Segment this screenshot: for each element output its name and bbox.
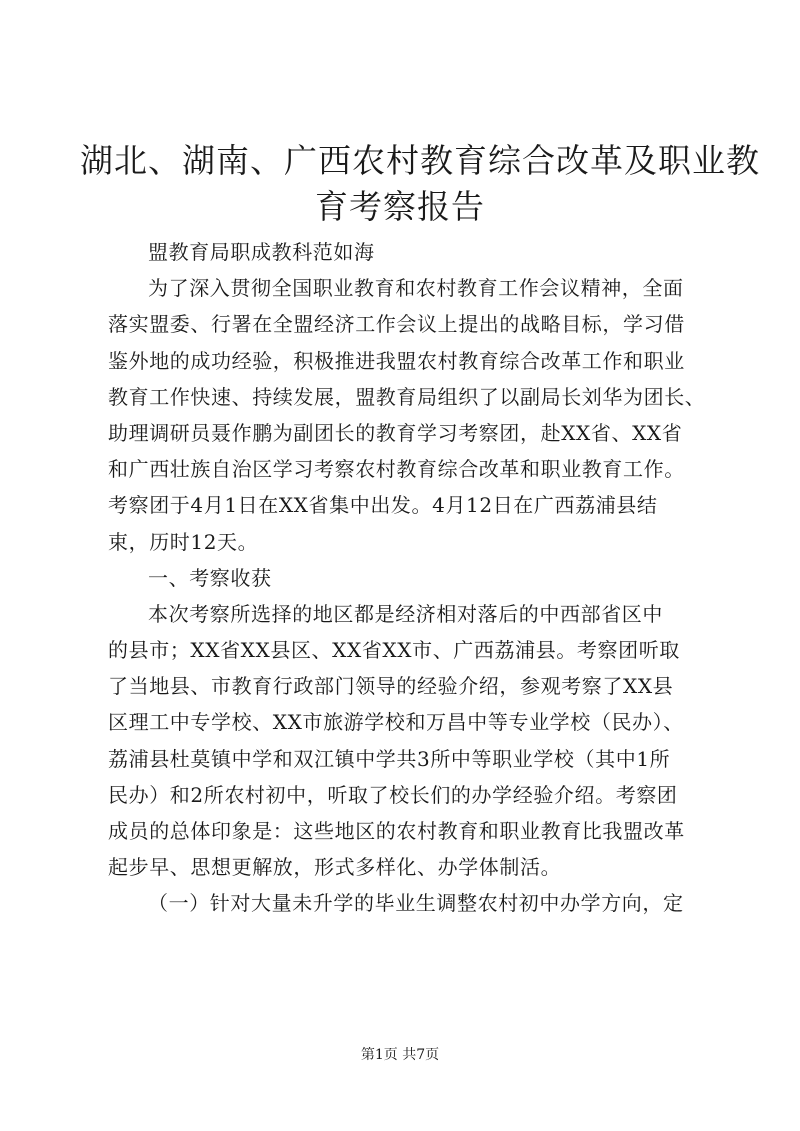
paragraph-line: 成员的总体印象是：这些地区的农村教育和职业教育比我盟改革 [108, 819, 685, 843]
paragraph-line: 考察团于4月1日在XX省集中出发。4月12日在广西荔浦县结 [108, 493, 658, 518]
page-footer: 第1页 共7页 [360, 1047, 440, 1063]
paragraph-line: 荔浦县杜莫镇中学和双江镇中学共3所中等职业学校（其中1所 [108, 746, 671, 771]
paragraph-line: 助理调研员聂作鹏为副团长的教育学习考察团，赴XX省、XX省 [108, 420, 683, 445]
paragraph-line: 民办）和2所农村初中，听取了校长们的办学经验介绍。考察团 [108, 782, 678, 807]
document-body [108, 234, 708, 922]
paragraph-line: 鉴外地的成功经验，积极推进我盟农村教育综合改革工作和职业 [108, 348, 685, 373]
document-title [80, 138, 760, 230]
subsection-line: （一）针对大量未升学的毕业生调整农村初中办学方向，定 [148, 891, 684, 916]
author-line: 盟教育局职成教科范如海 [148, 240, 375, 264]
paragraph-line: 和广西壮族自治区学习考察农村教育综合改革和职业教育工作。 [108, 457, 685, 482]
paragraph-line: 落实盟委、行署在全盟经济工作会议上提出的战略目标，学习借 [108, 312, 685, 337]
title-line: 育考察报告 [315, 187, 485, 226]
title-line: 湖北、湖南、广西农村教育综合改革及职业教 [80, 141, 760, 180]
paragraph-line: 的县市；XX省XX县区、XX省XX市、广西荔浦县。考察团听取 [108, 638, 680, 663]
paragraph-line: 起步早、思想更解放，形式多样化、办学体制活。 [108, 855, 562, 880]
paragraph-line: 教育工作快速、持续发展，盟教育局组织了以副局长刘华为团长、 [108, 384, 706, 409]
paragraph-line: 区理工中专学校、XX市旅游学校和万昌中等专业学校（民办）、 [108, 710, 684, 735]
paragraph-line: 了当地县、市教育行政部门领导的经验介绍，参观考察了XX县 [108, 674, 674, 699]
paragraph-line: 本次考察所选择的地区都是经济相对落后的中西部省区中 [148, 601, 663, 626]
paragraph-line: 为了深入贯彻全国职业教育和农村教育工作会议精神，全面 [148, 276, 684, 301]
section-heading: 一、考察收获 [148, 565, 272, 590]
paragraph-line: 束，历时12天。 [108, 529, 259, 554]
